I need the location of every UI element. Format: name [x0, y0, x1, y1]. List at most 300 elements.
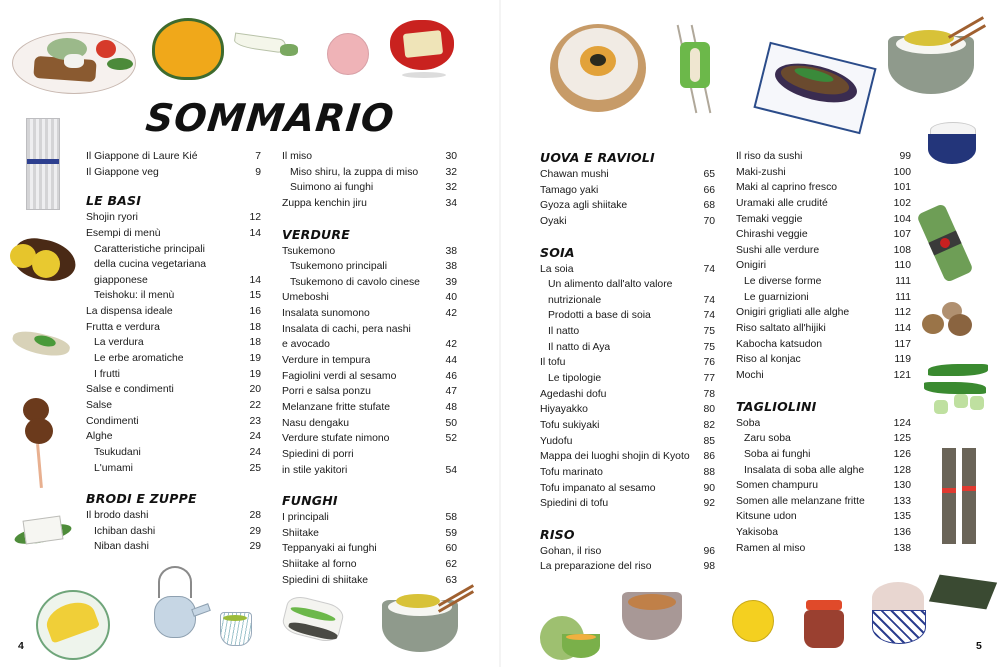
- toc-entry-page: 121: [893, 369, 911, 381]
- toc-entry[interactable]: [540, 183, 715, 199]
- toc-entry-page: 18: [249, 337, 261, 349]
- toc-entry-label: Onigiri grigliati alle alghe: [736, 307, 850, 319]
- toc-entry-page: 42: [445, 308, 457, 320]
- toc-entry-page: 85: [703, 435, 715, 447]
- toc-entry-label: Soba ai funghi: [744, 448, 811, 460]
- toc-entry-page: 20: [249, 384, 261, 396]
- shiitake-mushrooms-illustration: [922, 300, 972, 338]
- toc-entry-label: I principali: [282, 512, 329, 524]
- toc-entry-page: 19: [249, 368, 261, 380]
- toc-subentry[interactable]: [86, 335, 261, 351]
- toc-subentry[interactable]: [86, 461, 261, 477]
- toc-entry[interactable]: [282, 244, 457, 260]
- toc-entry[interactable]: [736, 541, 911, 557]
- toc-subentry[interactable]: [86, 445, 261, 461]
- toc-entry[interactable]: [540, 355, 715, 371]
- toc-entry-page: 110: [894, 260, 911, 272]
- section-heading-funghi: FUNGHI: [282, 493, 338, 509]
- toc-entry-page: 19: [249, 353, 261, 365]
- toc-entry-page: 107: [893, 229, 911, 241]
- toc-entry-page: 30: [445, 151, 457, 162]
- toc-entry[interactable]: [86, 149, 261, 165]
- nimono-bowl-illustration: [622, 588, 684, 646]
- toc-entry-label: Frutta e verdura: [86, 321, 160, 333]
- toc-subentry[interactable]: [86, 351, 261, 367]
- toc-entry-page: 128: [893, 464, 911, 476]
- toc-entry-page: 74: [703, 294, 715, 306]
- toc-entry-label: Il natto di Aya: [548, 341, 611, 353]
- toc-entry-page: 15: [249, 290, 261, 302]
- toc-entry-page: 130: [893, 480, 911, 492]
- toc-entry-label: Zuppa kenchin jiru: [282, 197, 367, 209]
- eggplant-plate-illustration: [760, 46, 872, 130]
- toc-entry-label: Somen alle melanzane fritte: [736, 495, 865, 507]
- toc-entry-page: 88: [703, 466, 715, 478]
- toc-entry-page: 124: [893, 417, 911, 429]
- toc-subentry[interactable]: [540, 340, 715, 356]
- tofu-on-leaves-illustration: [14, 512, 74, 548]
- toc-entry[interactable]: [736, 227, 911, 243]
- kabocha-pumpkin-illustration: [152, 18, 224, 80]
- umeboshi-jar-illustration: [800, 600, 850, 650]
- toc-entry[interactable]: [540, 559, 715, 575]
- toc-entry[interactable]: [86, 226, 261, 242]
- toc-entry[interactable]: [736, 509, 911, 525]
- toc-entry[interactable]: [540, 402, 715, 418]
- chirashi-tub-illustration: [550, 20, 648, 116]
- toc-entry-label: Tofu marinato: [540, 466, 603, 478]
- toc-entry-page: 12: [249, 212, 261, 224]
- toc-entry-page: 46: [445, 370, 457, 382]
- toc-entry-label: Tofu sukiyaki: [540, 419, 600, 431]
- toc-entry-page: 7: [255, 151, 261, 162]
- toc-entry-label: Tsukemono di cavolo cinese: [290, 276, 420, 288]
- toc-entry-page: 100: [893, 166, 911, 178]
- toc-entry-label: Un alimento dall'alto valore: [548, 279, 673, 291]
- toc-entry-label: Insalata sunomono: [282, 308, 370, 320]
- toc-entry-label: Shiitake: [282, 527, 319, 539]
- toc-entry[interactable]: [736, 494, 911, 510]
- toc-entry[interactable]: [282, 306, 457, 322]
- toc-entry-label: Il Giappone di Laure Kié: [86, 151, 198, 162]
- okra-sushi-illustration: [284, 596, 344, 642]
- toc-entry[interactable]: [86, 304, 261, 320]
- toc-entry-page: 29: [249, 541, 261, 553]
- toc-entry[interactable]: [540, 198, 715, 214]
- toc-entry-label: Salse: [86, 399, 112, 411]
- toc-subentry[interactable]: [282, 275, 457, 291]
- toc-entry[interactable]: [736, 478, 911, 494]
- toc-entry-label: Le guarnizioni: [744, 291, 809, 303]
- toc-entry-page: 98: [703, 561, 715, 573]
- toc-entry-label: Chirashi veggie: [736, 229, 808, 241]
- toc-entry[interactable]: [86, 429, 261, 445]
- toc-entry[interactable]: [282, 290, 457, 306]
- toc-entry-label: Caratteristiche principali: [94, 243, 205, 255]
- toc-entry-label: Alghe: [86, 431, 113, 443]
- toc-entry-page: 32: [445, 182, 457, 194]
- toc-column-3: [540, 149, 715, 575]
- toc-entry-page: 50: [445, 417, 457, 429]
- toc-entry[interactable]: [282, 149, 457, 165]
- toc-entry[interactable]: [540, 387, 715, 403]
- page-title: SOMMARIO: [143, 96, 397, 140]
- toc-entry-label: Niban dashi: [94, 541, 149, 553]
- toc-entry-label: Il riso da sushi: [736, 151, 803, 162]
- toc-entry-label: Onigiri: [736, 260, 767, 272]
- toc-entry-page: 74: [703, 263, 715, 275]
- toc-entry[interactable]: [540, 262, 715, 278]
- toc-entry-page: 75: [703, 326, 715, 338]
- toc-entry-label: Le tipologie: [548, 373, 602, 385]
- toc-entry-page: 40: [445, 292, 457, 304]
- toc-entry[interactable]: [736, 180, 911, 196]
- toc-entry-page: 135: [893, 511, 911, 523]
- toc-entry-page: 104: [893, 213, 911, 225]
- toc-entry[interactable]: [282, 541, 457, 557]
- toc-entry-page: 75: [703, 341, 715, 353]
- toc-entry-label: Chawan mushi: [540, 169, 609, 180]
- toc-entry-page: 82: [703, 419, 715, 431]
- rice-blue-bowl-illustration: [928, 122, 978, 168]
- toc-subentry[interactable]: [86, 273, 261, 289]
- toc-entry[interactable]: [736, 321, 911, 337]
- toc-entry[interactable]: [86, 398, 261, 414]
- toc-entry[interactable]: [282, 322, 457, 338]
- toc-entry[interactable]: [736, 368, 911, 384]
- toc-entry-page: 42: [445, 339, 457, 351]
- toc-subentry[interactable]: [86, 242, 261, 258]
- toc-entry[interactable]: [736, 165, 911, 181]
- toc-entry-label: nutrizionale: [548, 294, 602, 306]
- toc-entry[interactable]: [736, 149, 911, 165]
- toc-entry-label: Tsukudani: [94, 446, 141, 458]
- toc-subentry[interactable]: [86, 288, 261, 304]
- toc-entry-label: Fagiolini verdi al sesamo: [282, 370, 397, 382]
- toc-entry-label: Teppanyaki ai funghi: [282, 543, 377, 555]
- toc-entry-label: Ichiban dashi: [94, 525, 156, 537]
- toc-entry[interactable]: [86, 210, 261, 226]
- toc-entry-page: 101: [893, 182, 911, 194]
- toc-subentry[interactable]: [282, 180, 457, 196]
- toc-entry[interactable]: [282, 447, 457, 463]
- toc-entry-label: Insalata di cachi, pera nashi: [282, 323, 411, 335]
- plate-with-cutlet-illustration: [12, 28, 136, 94]
- tamagoyaki-plate-illustration: [36, 590, 110, 660]
- toc-entry[interactable]: [282, 384, 457, 400]
- toc-entry-label: Kabocha katsudon: [736, 338, 823, 350]
- toc-entry-label: Temaki veggie: [736, 213, 803, 225]
- melon-illustration: [540, 612, 602, 660]
- toc-entry-label: Gyoza agli shiitake: [540, 200, 628, 212]
- toc-entry-label: Oyaki: [540, 215, 567, 227]
- toc-entry-page: 99: [899, 151, 911, 162]
- toc-entry-label: Il natto: [548, 326, 580, 338]
- toc-entry-label: Soba: [736, 417, 761, 429]
- toc-entry-label: Le erbe aromatiche: [94, 353, 184, 365]
- page-gutter: [499, 0, 501, 667]
- toc-entry-label: La soia: [540, 263, 574, 275]
- toc-entry-page: 23: [249, 415, 261, 427]
- toc-entry[interactable]: [282, 431, 457, 447]
- toc-subentry[interactable]: [736, 290, 911, 306]
- toc-entry-label: Riso al konjac: [736, 354, 801, 366]
- toc-entry-page: 125: [893, 433, 911, 445]
- toc-entry-label: Sushi alle verdure: [736, 244, 820, 256]
- toc-entry[interactable]: [736, 305, 911, 321]
- toc-entry[interactable]: [736, 416, 911, 432]
- toc-entry-page: 52: [445, 433, 457, 445]
- toc-subentry[interactable]: [736, 431, 911, 447]
- toc-entry-label: Gohan, il riso: [540, 545, 602, 557]
- toc-entry-page: 60: [445, 543, 457, 555]
- toc-entry[interactable]: [86, 320, 261, 336]
- toc-entry[interactable]: [282, 463, 457, 479]
- toc-entry-label: Shojin ryori: [86, 212, 138, 224]
- toc-entry-page: 22: [249, 399, 261, 411]
- toc-entry-label: Condimenti: [86, 415, 139, 427]
- toc-entry-label: Porri e salsa ponzu: [282, 386, 371, 398]
- toc-entry[interactable]: [540, 167, 715, 183]
- rice-bowl-chopsticks-illustration-2: [888, 16, 988, 96]
- toc-entry-page: 24: [249, 446, 261, 458]
- toc-entry-label: Tofu impanato al sesamo: [540, 482, 656, 494]
- toc-entry[interactable]: [86, 165, 261, 181]
- toc-entry[interactable]: [86, 508, 261, 524]
- toc-entry-label: Riso saltato all'hijiki: [736, 323, 826, 335]
- toc-entry[interactable]: [736, 525, 911, 541]
- toc-entry-label: Il miso: [282, 151, 313, 162]
- toc-entry-label: Verdure in tempura: [282, 355, 371, 367]
- soba-bundles-illustration: [942, 448, 982, 546]
- section-heading-le-basi: LE BASI: [86, 193, 142, 209]
- toc-entry-label: La verdura: [94, 337, 144, 349]
- section-heading-uova-e-ravioli: UOVA E RAVIOLI: [540, 150, 655, 165]
- toc-entry[interactable]: [736, 212, 911, 228]
- toc-entry[interactable]: [86, 382, 261, 398]
- toc-subentry[interactable]: [282, 259, 457, 275]
- toc-entry-page: 68: [703, 200, 715, 212]
- toc-entry-page: 48: [445, 401, 457, 413]
- toc-subentry[interactable]: [86, 539, 261, 555]
- section-heading-brodi-e-zuppe: BRODI E ZUPPE: [86, 491, 197, 507]
- toc-subentry[interactable]: [540, 293, 715, 309]
- mushroom-skewer-illustration: [20, 398, 56, 490]
- toc-entry-page: 70: [703, 215, 715, 227]
- toc-entry[interactable]: [282, 353, 457, 369]
- toc-entry-page: 59: [445, 527, 457, 539]
- toc-entry-page: 14: [249, 227, 261, 239]
- toc-entry-label: I frutti: [94, 368, 120, 380]
- nigiri-sushi-illustration: [12, 330, 72, 360]
- toc-entry[interactable]: [540, 449, 715, 465]
- toc-entry[interactable]: [282, 510, 457, 526]
- toc-entry[interactable]: [736, 258, 911, 274]
- toc-entry[interactable]: [282, 337, 457, 353]
- toc-subentry[interactable]: [86, 367, 261, 383]
- toc-entry-label: Spiedini di porri: [282, 448, 354, 460]
- toc-entry-label: L'umami: [94, 462, 133, 474]
- toc-entry-page: 14: [249, 274, 261, 286]
- toc-subentry[interactable]: [540, 308, 715, 324]
- sekihan-blue-bowl-illustration: [872, 582, 928, 648]
- toc-entry-label: della cucina vegetariana: [94, 259, 207, 271]
- toc-entry[interactable]: [736, 243, 911, 259]
- toc-entry-page: 9: [255, 166, 261, 178]
- toc-entry-page: 34: [445, 197, 457, 209]
- toc-entry-label: Umeboshi: [282, 292, 329, 304]
- toc-entry[interactable]: [540, 481, 715, 497]
- toc-entry-label: Agedashi dofu: [540, 388, 607, 400]
- toc-entry[interactable]: [540, 465, 715, 481]
- toc-entry-label: Tsukemono: [282, 245, 336, 257]
- toc-entry-label: Nasu dengaku: [282, 417, 350, 429]
- teapot-illustration: [150, 566, 212, 644]
- toc-entry-page: 18: [249, 321, 261, 333]
- toc-entry-page: 76: [703, 357, 715, 369]
- toc-entry-page: 78: [703, 388, 715, 400]
- toc-entry-label: Insalata di soba alle alghe: [744, 464, 865, 476]
- okra-skewer-illustration: [678, 24, 718, 116]
- pink-rice-ball-illustration: [327, 33, 369, 75]
- toc-entry[interactable]: [86, 414, 261, 430]
- toc-entry-page: 138: [893, 542, 911, 554]
- toc-entry-label: Prodotti a base di soia: [548, 310, 651, 322]
- toc-subentry[interactable]: [736, 463, 911, 479]
- toc-subentry[interactable]: [86, 524, 261, 540]
- toc-entry[interactable]: [540, 418, 715, 434]
- toc-entry[interactable]: [540, 544, 715, 560]
- toc-entry-page: 80: [703, 404, 715, 416]
- toc-entry-label: Spiedini di tofu: [540, 498, 609, 510]
- toc-entry-label: e avocado: [282, 339, 330, 351]
- toc-subentry[interactable]: [540, 324, 715, 340]
- yuzu-illustration: [732, 600, 774, 642]
- section-heading-verdure: VERDURE: [282, 226, 350, 242]
- toc-entry[interactable]: [282, 196, 457, 212]
- daikon-leaves-illustration: [280, 44, 298, 56]
- page-number-left: 4: [18, 640, 24, 652]
- toc-entry-label: in stile yakitori: [282, 464, 348, 476]
- toc-entry[interactable]: [540, 496, 715, 512]
- toc-entry-page: 58: [445, 512, 457, 524]
- toc-entry-page: 74: [703, 310, 715, 322]
- okra-illustration: [924, 364, 990, 420]
- toc-entry-label: Il tofu: [540, 357, 566, 369]
- toc-entry-label: Il Giappone veg: [86, 166, 159, 178]
- toc-entry-label: Ramen al miso: [736, 542, 806, 554]
- toc-entry-page: 133: [893, 495, 911, 507]
- toc-entry[interactable]: [282, 573, 457, 589]
- toc-entry[interactable]: [282, 557, 457, 573]
- toc-entry-page: 39: [445, 276, 457, 288]
- toc-entry[interactable]: [540, 434, 715, 450]
- toc-entry-label: Salse e condimenti: [86, 384, 174, 396]
- toc-entry-page: 66: [703, 184, 715, 196]
- toc-entry-label: Teishoku: il menù: [94, 290, 175, 302]
- toc-entry-label: Mappa dei luoghi shojin di Kyoto: [540, 451, 690, 463]
- toc-entry-label: Melanzane fritte stufate: [282, 401, 391, 413]
- toc-entry-page: 38: [445, 261, 457, 273]
- toc-entry-label: Uramaki alle crudité: [736, 197, 828, 209]
- toc-entry-page: 117: [894, 338, 911, 350]
- toc-entry-label: Mochi: [736, 369, 764, 381]
- toc-entry[interactable]: [736, 196, 911, 212]
- toc-entry-label: Maki-zushi: [736, 166, 786, 178]
- toc-entry-label: Miso shiru, la zuppa di miso: [290, 166, 419, 178]
- somen-bundle-illustration: [26, 118, 60, 210]
- toc-entry[interactable]: [736, 337, 911, 353]
- toc-subentry[interactable]: [540, 277, 715, 293]
- toc-entry[interactable]: [282, 416, 457, 432]
- toc-entry-label: Il brodo dashi: [86, 510, 149, 522]
- toc-entry-label: Hiyayakko: [540, 404, 588, 416]
- toc-entry-page: 32: [445, 166, 457, 178]
- toc-subentry[interactable]: [736, 274, 911, 290]
- toc-entry-page: 126: [893, 448, 911, 460]
- toc-subentry[interactable]: [86, 257, 261, 273]
- rice-bowl-chopsticks-illustration: [382, 586, 474, 656]
- toc-entry-page: 54: [445, 464, 457, 476]
- toc-entry-label: Yudofu: [540, 435, 573, 447]
- toc-subentry[interactable]: [282, 165, 457, 181]
- toc-entry-page: 44: [445, 355, 457, 367]
- toc-entry-page: 86: [703, 451, 715, 463]
- toc-entry-page: 25: [249, 462, 261, 474]
- toc-entry-page: 77: [703, 373, 715, 385]
- toc-entry-page: 16: [249, 306, 261, 318]
- toc-entry[interactable]: [540, 214, 715, 230]
- toc-entry-label: giapponese: [94, 274, 148, 286]
- toc-entry[interactable]: [736, 352, 911, 368]
- toc-entry-page: 119: [894, 354, 911, 366]
- page-number-right: 5: [976, 640, 982, 652]
- toc-entry-label: Somen champuru: [736, 480, 819, 492]
- toc-entry-page: 65: [703, 169, 715, 180]
- toc-entry-page: 114: [894, 323, 911, 335]
- toc-subentry[interactable]: [540, 371, 715, 387]
- toc-entry-page: 38: [445, 245, 457, 257]
- toc-entry-page: 24: [249, 431, 261, 443]
- toc-entry-page: 112: [894, 307, 911, 319]
- toc-entry-label: Kitsune udon: [736, 511, 797, 523]
- toc-entry-label: Shiitake al forno: [282, 559, 357, 571]
- tofu-red-bowl-illustration: [390, 20, 456, 76]
- toc-entry-page: 111: [895, 276, 911, 288]
- section-heading-riso: RISO: [540, 526, 575, 542]
- toc-entry-page: 47: [445, 386, 457, 398]
- toc-subentry[interactable]: [736, 447, 911, 463]
- section-heading-soia: SOIA: [540, 244, 575, 260]
- sweet-potato-illustration: [8, 238, 78, 282]
- toc-entry-page: 63: [445, 574, 457, 586]
- toc-entry-label: Spiedini di shiitake: [282, 574, 369, 586]
- toc-column-2: [282, 149, 457, 588]
- toc-entry-page: 96: [703, 545, 715, 557]
- toc-entry-label: Tsukemono principali: [290, 261, 388, 273]
- green-tea-cup-illustration: [220, 612, 252, 646]
- toc-entry-label: Maki al caprino fresco: [736, 182, 838, 194]
- toc-entry-page: 136: [893, 527, 911, 539]
- toc-entry[interactable]: [282, 369, 457, 385]
- toc-entry-page: 108: [893, 244, 911, 256]
- toc-entry[interactable]: [282, 526, 457, 542]
- toc-entry-label: La preparazione del riso: [540, 561, 652, 573]
- toc-entry-page: 29: [249, 525, 261, 537]
- toc-entry[interactable]: [282, 400, 457, 416]
- toc-entry-page: 92: [703, 498, 715, 510]
- toc-entry-label: Zaru soba: [744, 433, 791, 445]
